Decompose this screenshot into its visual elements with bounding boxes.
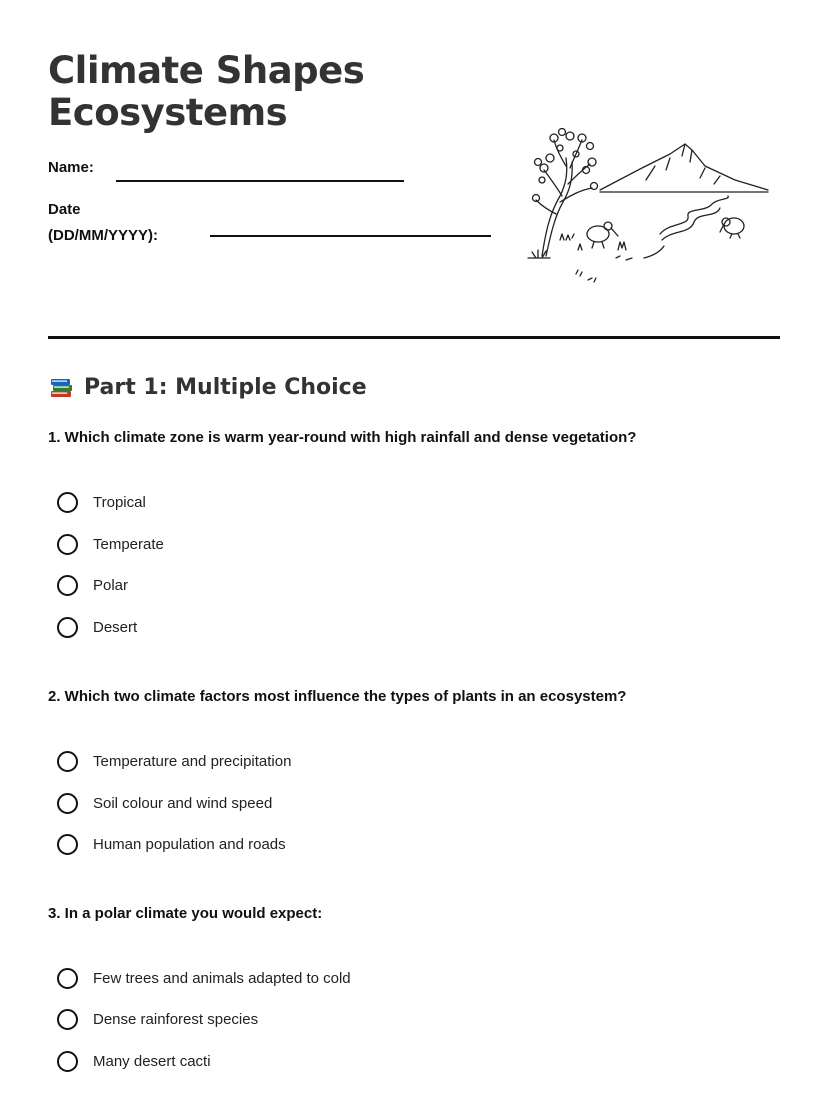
kiwi-bird-icon bbox=[720, 218, 744, 238]
option-label: Human population and roads bbox=[93, 836, 286, 853]
name-label: Name: bbox=[48, 159, 94, 176]
radio-button[interactable] bbox=[57, 575, 78, 596]
option-label: Desert bbox=[93, 619, 138, 636]
option-label: Temperate bbox=[93, 536, 164, 553]
date-field[interactable] bbox=[210, 235, 491, 237]
radio-button[interactable] bbox=[57, 492, 78, 513]
name-field[interactable] bbox=[116, 180, 404, 182]
title-line-1: Climate Shapes bbox=[48, 49, 365, 92]
part-1-title: Part 1: Multiple Choice bbox=[84, 374, 367, 400]
option-q2-c[interactable] bbox=[57, 834, 286, 855]
option-label: Temperature and precipitation bbox=[93, 753, 292, 770]
mountain-icon bbox=[600, 144, 768, 192]
option-q1-c[interactable] bbox=[57, 575, 128, 596]
page-title bbox=[48, 50, 364, 134]
option-q1-d[interactable] bbox=[57, 617, 137, 638]
grass-icon bbox=[560, 234, 632, 282]
option-label: Polar bbox=[93, 577, 129, 594]
option-label: Dense rainforest species bbox=[93, 1011, 259, 1028]
kiwi-bird-icon bbox=[587, 222, 618, 248]
question-1: 1. Which climate zone is warm year-round with high rainfall and dense vegetation? bbox=[48, 429, 637, 446]
option-q2-a[interactable] bbox=[57, 751, 291, 772]
question-2: 2. Which two climate factors most influence the types of plants in an ecosystem? bbox=[48, 688, 627, 705]
option-label: Soil colour and wind speed bbox=[93, 795, 273, 812]
radio-button[interactable] bbox=[57, 751, 78, 772]
part-1-heading bbox=[48, 374, 367, 400]
radio-button[interactable] bbox=[57, 793, 78, 814]
radio-button[interactable] bbox=[57, 617, 78, 638]
option-label: Tropical bbox=[93, 494, 146, 511]
tree-icon bbox=[528, 129, 598, 259]
river-icon bbox=[644, 196, 728, 258]
landscape-illustration bbox=[520, 118, 775, 293]
title-line-2: Ecosystems bbox=[48, 91, 288, 134]
radio-button[interactable] bbox=[57, 834, 78, 855]
question-3: 3. In a polar climate you would expect: bbox=[48, 905, 323, 922]
option-q1-b[interactable] bbox=[57, 534, 164, 555]
option-label: Few trees and animals adapted to cold bbox=[93, 970, 351, 987]
divider bbox=[48, 336, 780, 339]
radio-button[interactable] bbox=[57, 1051, 78, 1072]
date-label-line-2: (DD/MM/YYYY): bbox=[48, 227, 158, 244]
radio-button[interactable] bbox=[57, 534, 78, 555]
option-label: Many desert cacti bbox=[93, 1053, 211, 1070]
books-icon bbox=[48, 374, 74, 400]
option-q3-c[interactable] bbox=[57, 1051, 211, 1072]
option-q1-a[interactable] bbox=[57, 492, 146, 513]
option-q3-b[interactable] bbox=[57, 1009, 258, 1030]
option-q2-b[interactable] bbox=[57, 793, 272, 814]
radio-button[interactable] bbox=[57, 968, 78, 989]
date-label-line-1: Date bbox=[48, 201, 81, 218]
option-q3-a[interactable] bbox=[57, 968, 351, 989]
radio-button[interactable] bbox=[57, 1009, 78, 1030]
